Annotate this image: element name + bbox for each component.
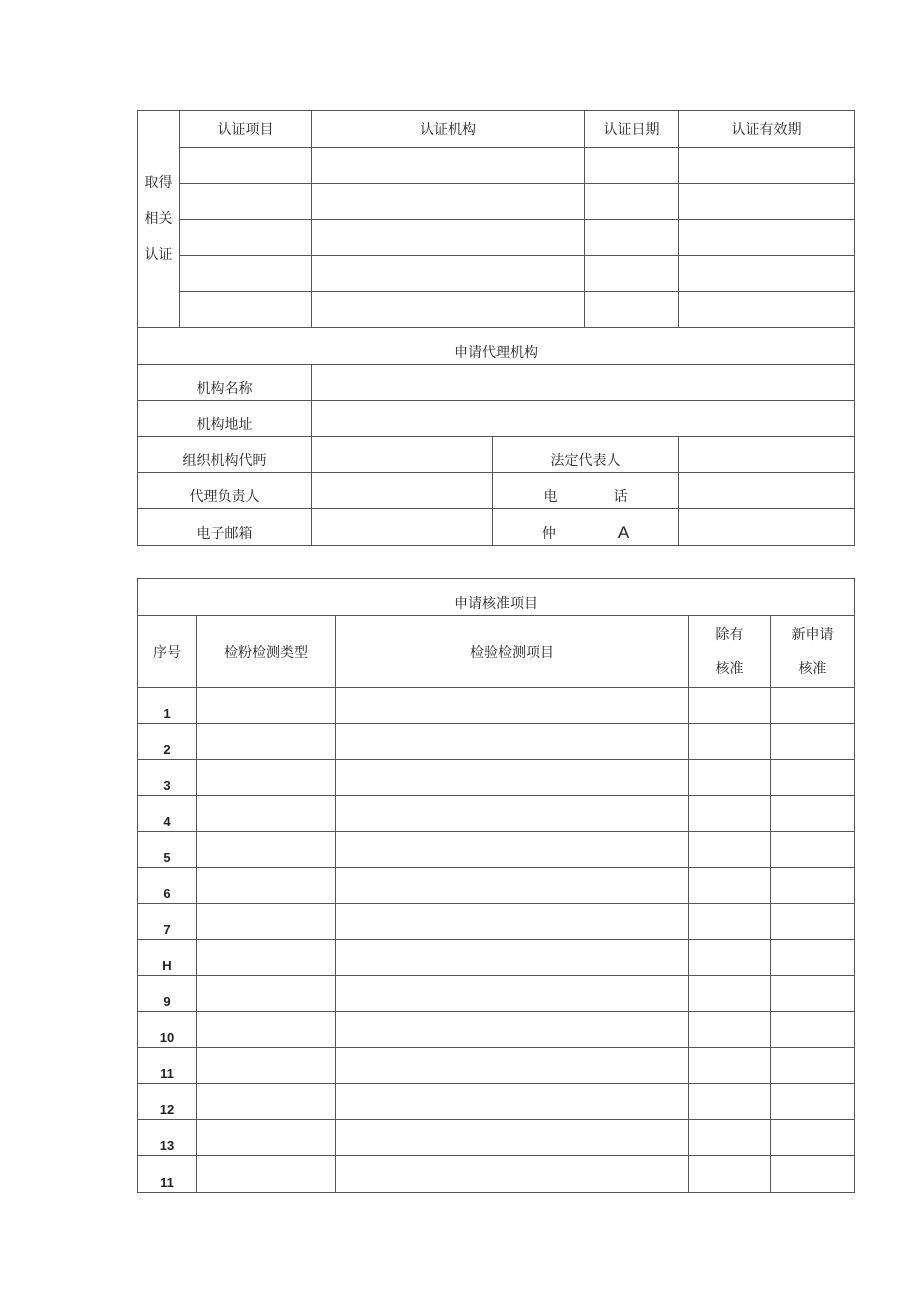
item-cell[interactable]: [336, 1120, 689, 1156]
table-row: [138, 760, 855, 796]
cert-cell[interactable]: [312, 256, 585, 292]
phone-field[interactable]: [679, 473, 855, 509]
col-new-header: [771, 616, 855, 688]
new-cell[interactable]: [771, 688, 855, 724]
certification-agency-table: [137, 110, 855, 546]
table-row: [138, 832, 855, 868]
type-cell[interactable]: [197, 868, 336, 904]
type-cell[interactable]: [197, 1120, 336, 1156]
table-row: [138, 1156, 855, 1193]
cert-cell[interactable]: [180, 220, 312, 256]
existing-cell[interactable]: [689, 976, 771, 1012]
fax-label-a: 仲: [541, 526, 556, 542]
new-cell[interactable]: [771, 904, 855, 940]
col-type-header: 检粉检测类型: [197, 616, 336, 688]
table-row: [138, 1120, 855, 1156]
cert-cell[interactable]: [679, 220, 855, 256]
cert-cell[interactable]: [585, 256, 679, 292]
cert-cell[interactable]: [679, 184, 855, 220]
row-number: 6: [138, 868, 197, 904]
type-cell[interactable]: [197, 796, 336, 832]
item-cell[interactable]: [336, 904, 689, 940]
new-cell[interactable]: [771, 976, 855, 1012]
phone-label-b: 话: [613, 489, 628, 505]
item-cell[interactable]: [336, 760, 689, 796]
agency-name-field[interactable]: [312, 365, 855, 401]
item-cell[interactable]: [336, 724, 689, 760]
cert-cell[interactable]: [679, 292, 855, 328]
item-cell[interactable]: [336, 1048, 689, 1084]
cert-cell[interactable]: [312, 220, 585, 256]
existing-cell[interactable]: [689, 796, 771, 832]
existing-cell[interactable]: [689, 868, 771, 904]
existing-cell[interactable]: [689, 724, 771, 760]
email-label: 电子邮箱: [138, 509, 312, 546]
new-cell[interactable]: [771, 796, 855, 832]
cert-cell[interactable]: [312, 292, 585, 328]
cert-cell[interactable]: [585, 184, 679, 220]
col-existing-line-2: 核准: [715, 660, 744, 677]
cert-cell[interactable]: [679, 256, 855, 292]
existing-cell[interactable]: [689, 1012, 771, 1048]
row-number: 3: [138, 760, 197, 796]
type-cell[interactable]: [197, 904, 336, 940]
col-existing-line-1: 除有: [715, 626, 744, 643]
existing-cell[interactable]: [689, 904, 771, 940]
existing-cell[interactable]: [689, 940, 771, 976]
applied-items-table: [137, 578, 855, 1193]
new-cell[interactable]: [771, 1012, 855, 1048]
existing-cell[interactable]: [689, 1156, 771, 1193]
agent-field[interactable]: [312, 473, 493, 509]
row-number: 2: [138, 724, 197, 760]
new-cell[interactable]: [771, 868, 855, 904]
cert-cell[interactable]: [679, 148, 855, 184]
new-cell[interactable]: [771, 1048, 855, 1084]
type-cell[interactable]: [197, 1156, 336, 1193]
item-cell[interactable]: [336, 1156, 689, 1193]
table-row: [138, 904, 855, 940]
new-cell[interactable]: [771, 1120, 855, 1156]
type-cell[interactable]: [197, 976, 336, 1012]
cert-cell[interactable]: [180, 184, 312, 220]
item-cell[interactable]: [336, 688, 689, 724]
new-cell[interactable]: [771, 1156, 855, 1193]
item-cell[interactable]: [336, 1012, 689, 1048]
row-number: 10: [138, 1012, 197, 1048]
header-cert-validity: 认证有效期: [679, 111, 855, 148]
row-number: H: [138, 940, 197, 976]
cert-side-label: [138, 111, 180, 328]
existing-cell[interactable]: [689, 1084, 771, 1120]
row-number: 12: [138, 1084, 197, 1120]
new-cell[interactable]: [771, 724, 855, 760]
fax-label-b: A: [617, 523, 630, 542]
col-new-line-1: 新申请: [791, 626, 834, 643]
cert-cell[interactable]: [180, 148, 312, 184]
row-number: 13: [138, 1120, 197, 1156]
item-cell[interactable]: [336, 868, 689, 904]
header-cert-item: 认证项目: [180, 111, 312, 148]
fax-field[interactable]: [679, 509, 855, 546]
org-code-field[interactable]: [312, 437, 493, 473]
row-number: 9: [138, 976, 197, 1012]
cert-cell[interactable]: [180, 256, 312, 292]
row-number: 4: [138, 796, 197, 832]
cert-cell[interactable]: [585, 220, 679, 256]
agency-address-field[interactable]: [312, 401, 855, 437]
item-cell[interactable]: [336, 832, 689, 868]
new-cell[interactable]: [771, 940, 855, 976]
agency-section-title: 申请代理机构: [138, 328, 855, 365]
item-cell[interactable]: [336, 1084, 689, 1120]
existing-cell[interactable]: [689, 1120, 771, 1156]
row-number: 1: [138, 688, 197, 724]
phone-label: [493, 473, 679, 509]
col-new-line-2: 核准: [798, 660, 827, 677]
type-cell[interactable]: [197, 1048, 336, 1084]
type-cell[interactable]: [197, 940, 336, 976]
items-section-title: 申请核准项目: [138, 579, 855, 616]
table-row: [138, 976, 855, 1012]
cert-cell[interactable]: [585, 148, 679, 184]
table-row: [138, 796, 855, 832]
agent-label: 代理负责人: [138, 473, 312, 509]
new-cell[interactable]: [771, 832, 855, 868]
phone-label-a: 电: [543, 489, 558, 505]
row-number: 5: [138, 832, 197, 868]
header-cert-date: 认证日期: [585, 111, 679, 148]
org-code-label: 组织机构代眄: [138, 437, 312, 473]
table-row: [138, 868, 855, 904]
agency-address-label: 机构地址: [138, 401, 312, 437]
existing-cell[interactable]: [689, 688, 771, 724]
existing-cell[interactable]: [689, 832, 771, 868]
table-row: [138, 1084, 855, 1120]
type-cell[interactable]: [197, 832, 336, 868]
cert-cell[interactable]: [312, 148, 585, 184]
existing-cell[interactable]: [689, 1048, 771, 1084]
col-seq-header: 序号: [138, 616, 197, 688]
table-row: [138, 1048, 855, 1084]
fax-label: [493, 509, 679, 546]
col-item-header: 检验检测项目: [336, 616, 689, 688]
cert-side-line-2: 相关: [144, 211, 173, 227]
legal-rep-field[interactable]: [679, 437, 855, 473]
type-cell[interactable]: [197, 688, 336, 724]
row-number: 11: [138, 1156, 197, 1193]
item-cell[interactable]: [336, 976, 689, 1012]
row-number: 11: [138, 1048, 197, 1084]
item-cell[interactable]: [336, 940, 689, 976]
existing-cell[interactable]: [689, 760, 771, 796]
item-cell[interactable]: [336, 796, 689, 832]
table-row: [138, 688, 855, 724]
cert-side-line-1: 取得: [144, 175, 173, 191]
legal-rep-label: 法定代表人: [493, 437, 679, 473]
col-existing-header: [689, 616, 771, 688]
new-cell[interactable]: [771, 760, 855, 796]
table-row: [138, 940, 855, 976]
cert-cell[interactable]: [180, 292, 312, 328]
cert-cell[interactable]: [585, 292, 679, 328]
header-cert-org: 认证机构: [312, 111, 585, 148]
agency-name-label: 机构名称: [138, 365, 312, 401]
cert-side-line-3: 认证: [144, 247, 173, 263]
type-cell[interactable]: [197, 724, 336, 760]
cert-cell[interactable]: [312, 184, 585, 220]
email-field[interactable]: [312, 509, 493, 546]
type-cell[interactable]: [197, 760, 336, 796]
type-cell[interactable]: [197, 1084, 336, 1120]
row-number: 7: [138, 904, 197, 940]
table-row: [138, 1012, 855, 1048]
type-cell[interactable]: [197, 1012, 336, 1048]
new-cell[interactable]: [771, 1084, 855, 1120]
table-row: [138, 724, 855, 760]
